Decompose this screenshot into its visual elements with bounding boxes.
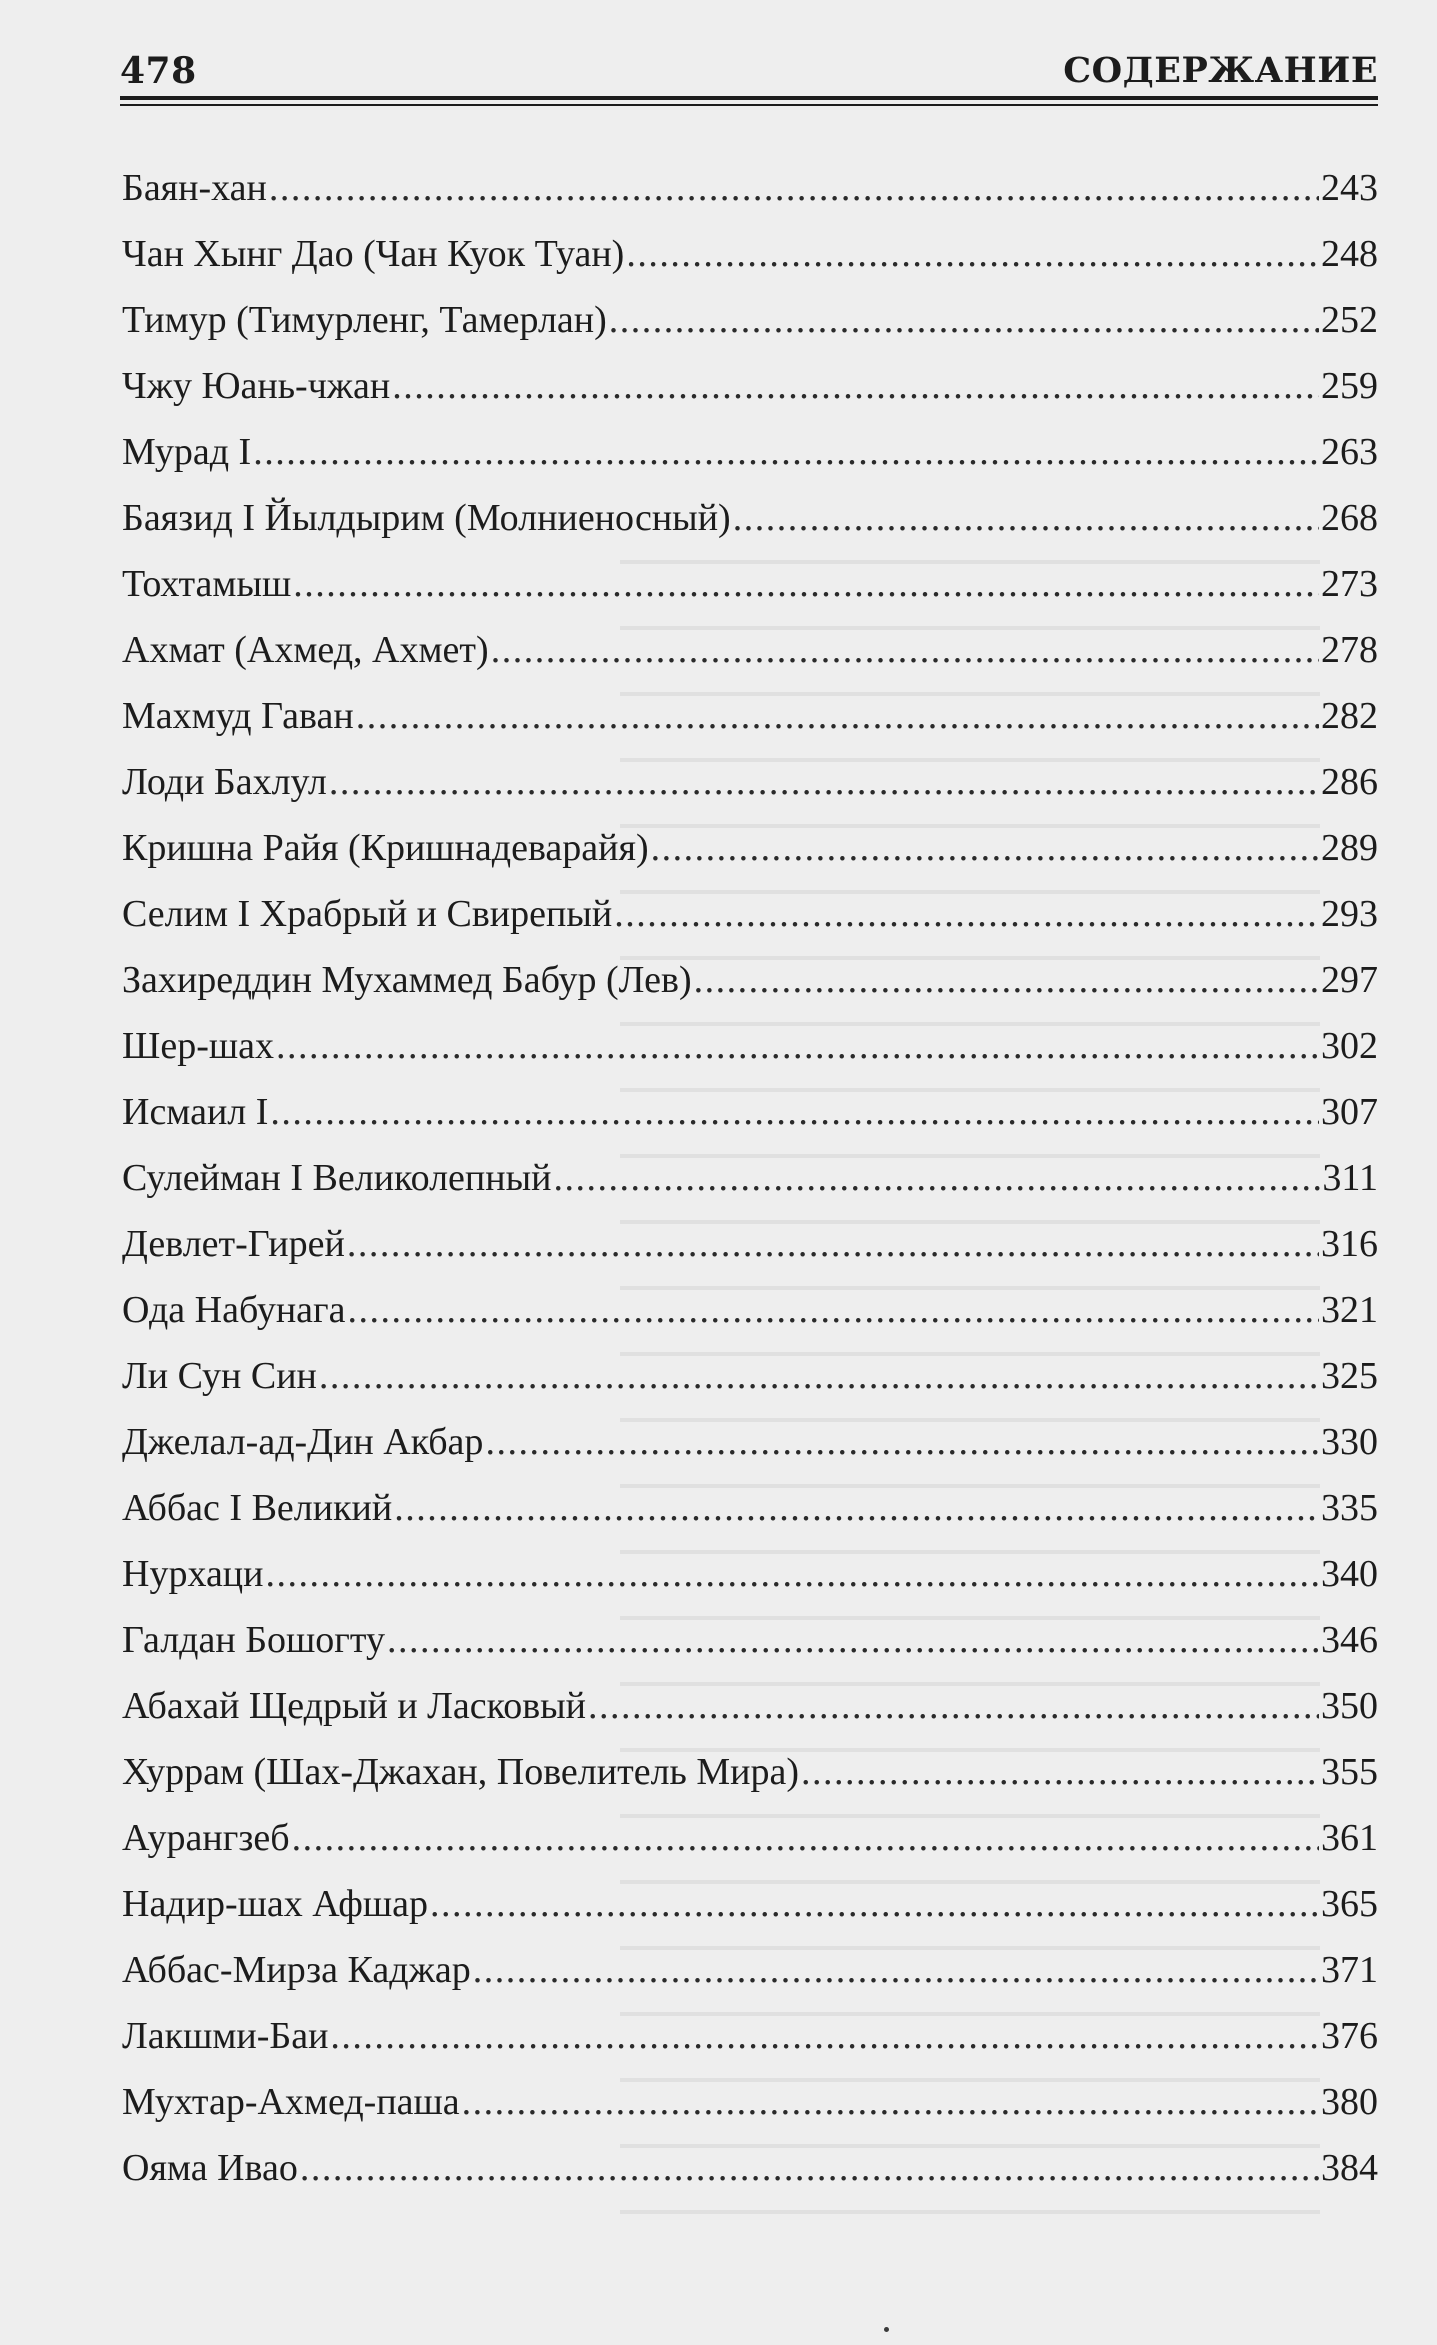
toc-entry-title: Баязид I Йылдырим (Молниеносный) xyxy=(122,497,731,539)
toc-entry xyxy=(122,617,1378,683)
toc-entry-title: Мухтар-Ахмед-паша xyxy=(122,2081,460,2123)
toc-entry-title: Лоди Бахлул xyxy=(122,761,327,803)
toc-entry xyxy=(122,749,1378,815)
toc-entry-title: Абахай Щедрый и Ласковый xyxy=(122,1685,586,1727)
toc-entry-title: Шер-шах xyxy=(122,1025,274,1067)
toc-entry-title: Ли Сун Син xyxy=(122,1355,317,1397)
toc-entry xyxy=(122,1013,1378,1079)
toc-dot-leader xyxy=(485,1409,1319,1475)
toc-entry xyxy=(122,419,1378,485)
toc-dot-leader xyxy=(356,683,1319,749)
toc-dot-leader xyxy=(733,485,1319,551)
toc-entry-page: 263 xyxy=(1321,431,1378,473)
toc-entry-page: 325 xyxy=(1321,1355,1378,1397)
toc-entry-title: Кришна Райя (Кришнадеварайя) xyxy=(122,827,649,869)
toc-entry-page: 365 xyxy=(1321,1883,1378,1925)
toc-entry-title: Лакшми-Баи xyxy=(122,2015,329,2057)
print-speck xyxy=(884,2327,889,2332)
toc-dot-leader xyxy=(801,1739,1319,1805)
toc-entry xyxy=(122,485,1378,551)
toc-dot-leader xyxy=(265,1541,1319,1607)
toc-entry-page: 311 xyxy=(1322,1157,1378,1199)
toc-entry-title: Тохтамыш xyxy=(122,563,292,605)
toc-dot-leader xyxy=(293,551,1319,617)
toc-dot-leader xyxy=(348,1277,1320,1343)
toc-entry-page: 273 xyxy=(1321,563,1378,605)
toc-entry xyxy=(122,1475,1378,1541)
toc-dot-leader xyxy=(347,1211,1319,1277)
toc-entry xyxy=(122,1607,1378,1673)
toc-entry xyxy=(122,947,1378,1013)
toc-entry-page: 355 xyxy=(1321,1751,1378,1793)
toc-entry xyxy=(122,551,1378,617)
toc-entry-page: 380 xyxy=(1321,2081,1378,2123)
toc-entry-title: Ода Набунага xyxy=(122,1289,346,1331)
toc-entry-title: Сулейман I Великолепный xyxy=(122,1157,552,1199)
toc-dot-leader xyxy=(651,815,1319,881)
toc-dot-leader xyxy=(392,353,1319,419)
toc-entry xyxy=(122,1805,1378,1871)
toc-entry-page: 293 xyxy=(1321,893,1378,935)
toc-entry xyxy=(122,1343,1378,1409)
toc-entry-page: 376 xyxy=(1321,2015,1378,2057)
toc-entry-page: 268 xyxy=(1321,497,1378,539)
toc-entry-title: Девлет-Гирей xyxy=(122,1223,345,1265)
table-of-contents xyxy=(122,155,1378,2201)
toc-entry-title: Баян-хан xyxy=(122,167,267,209)
toc-dot-leader xyxy=(319,1343,1319,1409)
toc-dot-leader xyxy=(694,947,1319,1013)
toc-entry-title: Тимур (Тимурленг, Тамерлан) xyxy=(122,299,607,341)
toc-dot-leader xyxy=(473,1937,1319,2003)
toc-entry-page: 278 xyxy=(1321,629,1378,671)
toc-entry-title: Мурад I xyxy=(122,431,252,473)
header-rule-thick xyxy=(120,96,1378,100)
toc-entry-page: 302 xyxy=(1321,1025,1378,1067)
toc-entry xyxy=(122,1739,1378,1805)
toc-dot-leader xyxy=(387,1607,1319,1673)
toc-entry-page: 259 xyxy=(1321,365,1378,407)
toc-entry xyxy=(122,2003,1378,2069)
toc-entry xyxy=(122,1145,1378,1211)
toc-dot-leader xyxy=(491,617,1319,683)
toc-entry-title: Ояма Ивао xyxy=(122,2147,298,2189)
toc-entry-page: 340 xyxy=(1321,1553,1378,1595)
toc-entry xyxy=(122,881,1378,947)
toc-entry-page: 316 xyxy=(1321,1223,1378,1265)
toc-entry xyxy=(122,1937,1378,2003)
toc-entry-page: 252 xyxy=(1321,299,1378,341)
toc-dot-leader xyxy=(462,2069,1319,2135)
running-title: СОДЕРЖАНИЕ xyxy=(1063,50,1378,91)
toc-dot-leader xyxy=(430,1871,1319,1937)
toc-dot-leader xyxy=(330,2003,1319,2069)
toc-entry xyxy=(122,1541,1378,1607)
page-number: 478 xyxy=(120,50,197,92)
toc-entry xyxy=(122,155,1378,221)
toc-entry-title: Джелал-ад-Дин Акбар xyxy=(122,1421,484,1463)
toc-entry-page: 307 xyxy=(1321,1091,1378,1133)
toc-dot-leader xyxy=(300,2135,1319,2201)
toc-entry xyxy=(122,1871,1378,1937)
toc-dot-leader xyxy=(253,419,1319,485)
toc-entry-title: Ахмат (Ахмед, Ахмет) xyxy=(122,629,489,671)
toc-entry xyxy=(122,1673,1378,1739)
toc-dot-leader xyxy=(626,221,1319,287)
toc-entry-page: 243 xyxy=(1321,167,1378,209)
toc-dot-leader xyxy=(329,749,1319,815)
toc-entry xyxy=(122,287,1378,353)
toc-entry-page: 371 xyxy=(1321,1949,1378,1991)
toc-entry-title: Чан Хынг Дао (Чан Куок Туан) xyxy=(122,233,625,275)
toc-entry-page: 248 xyxy=(1321,233,1378,275)
toc-entry-title: Аурангзеб xyxy=(122,1817,290,1859)
toc-dot-leader xyxy=(269,155,1319,221)
toc-dot-leader xyxy=(270,1079,1319,1145)
toc-dot-leader xyxy=(588,1673,1319,1739)
toc-entry xyxy=(122,2069,1378,2135)
toc-dot-leader xyxy=(614,881,1319,947)
toc-entry-page: 346 xyxy=(1321,1619,1378,1661)
toc-entry xyxy=(122,2135,1378,2201)
toc-dot-leader xyxy=(394,1475,1319,1541)
toc-entry-title: Нурхаци xyxy=(122,1553,264,1595)
toc-entry-page: 335 xyxy=(1321,1487,1378,1529)
toc-entry-page: 361 xyxy=(1321,1817,1378,1859)
toc-entry-title: Аббас I Великий xyxy=(122,1487,393,1529)
toc-entry-page: 384 xyxy=(1321,2147,1378,2189)
toc-entry-title: Хуррам (Шах-Джахан, Повелитель Мира) xyxy=(122,1751,800,1793)
toc-entry-page: 286 xyxy=(1321,761,1378,803)
toc-entry-page: 289 xyxy=(1321,827,1378,869)
page-header xyxy=(120,44,1378,102)
toc-entry xyxy=(122,815,1378,881)
toc-entry xyxy=(122,1211,1378,1277)
toc-entry-title: Захиреддин Мухаммед Бабур (Лев) xyxy=(122,959,692,1001)
toc-entry xyxy=(122,1409,1378,1475)
header-rule-thin xyxy=(120,104,1378,106)
toc-entry xyxy=(122,353,1378,419)
toc-entry-title: Аббас-Мирза Каджар xyxy=(122,1949,471,1991)
toc-entry-page: 297 xyxy=(1321,959,1378,1001)
toc-entry-title: Надир-шах Афшар xyxy=(122,1883,429,1925)
toc-entry xyxy=(122,221,1378,287)
toc-entry-page: 330 xyxy=(1321,1421,1378,1463)
toc-entry-title: Галдан Бошогту xyxy=(122,1619,385,1661)
toc-dot-leader xyxy=(609,287,1319,353)
toc-entry-page: 282 xyxy=(1321,695,1378,737)
toc-entry-page: 321 xyxy=(1321,1289,1378,1331)
toc-entry-page: 350 xyxy=(1321,1685,1378,1727)
toc-entry xyxy=(122,1277,1378,1343)
toc-entry-title: Селим I Храбрый и Свирепый xyxy=(122,893,613,935)
toc-dot-leader xyxy=(276,1013,1319,1079)
toc-entry-title: Исмаил I xyxy=(122,1091,269,1133)
toc-dot-leader xyxy=(553,1145,1320,1211)
toc-entry xyxy=(122,683,1378,749)
toc-entry xyxy=(122,1079,1378,1145)
toc-dot-leader xyxy=(292,1805,1319,1871)
toc-entry-title: Махмуд Гаван xyxy=(122,695,354,737)
toc-entry-title: Чжу Юань-чжан xyxy=(122,365,391,407)
